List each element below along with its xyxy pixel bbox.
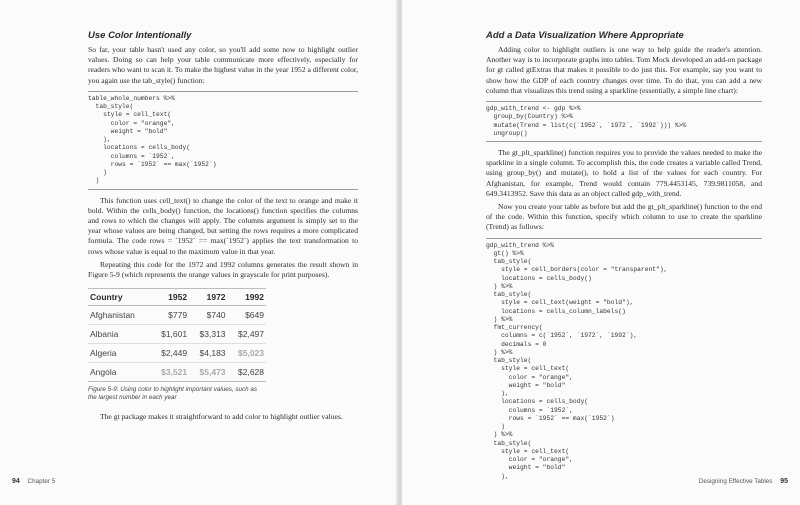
code-line: columns = `1952`, [486, 406, 573, 414]
code-line: group_by(Country) %>% [486, 113, 573, 121]
code-line: rows = `1952` == max(`1952`) [486, 414, 615, 422]
code-block [486, 238, 762, 484]
code-line: locations = cells_column_labels() [486, 307, 626, 315]
gdp-table [88, 288, 266, 382]
code-line: ) %>% [486, 282, 513, 290]
cell-value: $4,183 [189, 344, 227, 363]
paragraph: Adding color to highlight outliers is one way to help guide the reader's attention. Another way is to incorporate graphs into tables. Tom Mock developed an add-on package for gt called gtExtras that makes it possible to do just this. For example, say you want to show how the GDP of each country changes over time. To do that, you can add a new column that visualizes this trend using a sparkline (essentially, a simple line chart): [486, 45, 762, 95]
code-line: weight = "bold" [88, 127, 168, 135]
column-header: 1952 [151, 289, 189, 306]
code-line: style = cell_text(weight = "bold"), [486, 299, 634, 307]
code-line: style = cell_borders(color = "transparent"), [486, 266, 668, 274]
column-header: Country [88, 289, 151, 306]
cell-value: $779 [151, 306, 189, 325]
code-block [88, 91, 358, 190]
code-line: ungroup() [486, 129, 528, 137]
paragraph: Now you create your table as before but add the gt_plt_sparkline() function to the end of the code. Within this function, specify which column to use to create the sparkline (Trend) as follows: [486, 202, 762, 232]
code-line: tab_style( [486, 291, 532, 299]
code-line: ) [88, 177, 100, 185]
code-line: mutate(Trend = list(c(`1952`, `1972`, `1992`))) %>% [486, 121, 687, 129]
right-page [402, 0, 800, 505]
code-line: columns = `1952`, [88, 152, 175, 160]
code-line: tab_style( [486, 258, 532, 266]
section-heading-color: Use Color Intentionally [88, 30, 192, 41]
left-page-footer [12, 478, 55, 485]
code-line: ) %>% [486, 431, 513, 439]
code-line: columns = c(`1952`, `1972`, `1992`), [486, 332, 638, 340]
code-line: ) %>% [486, 348, 513, 356]
code-line: fmt_currency( [486, 324, 543, 332]
code-line: decimals = 0 [486, 340, 547, 348]
table-row [88, 344, 266, 363]
page-number: 94 [12, 478, 20, 485]
section-heading-visualization: Add a Data Visualization Where Appropriate [486, 30, 684, 41]
cell-value: $3,313 [189, 325, 227, 344]
code-line: ), [486, 390, 509, 398]
code-line: tab_style( [486, 357, 532, 365]
cell-value-highlighted: $3,521 [151, 363, 189, 382]
code-line: color = "orange", [88, 119, 175, 127]
cell-value-highlighted: $5,023 [228, 344, 266, 363]
table-row [88, 363, 266, 382]
paragraph: This function uses cell_text() to change the color of the text to orange and make it bold. Within the cells_body() function, the locations() function specifies the columns and rows to which the changes will apply. The columns argument is simply set to the year whose values are being changed, but setting the rows requires a more complicated formula. The code rows = `1952` == max(`1952`) applies the text transformation to rows whose value is equal to the maximum value in that year. [88, 195, 358, 256]
code-line: color = "orange", [486, 373, 573, 381]
cell-value: $2,449 [151, 344, 189, 363]
table-row [88, 306, 266, 325]
cell-value: $1,601 [151, 325, 189, 344]
right-page-content [486, 30, 762, 490]
paragraph: The gt_plt_sparkline() function requires you to provide the values needed to make the sparkline in a single column. To accomplish this, the code creates a variable called Trend, using group_by() and mutate(), to hold a list of the values for each country. For Afghanistan, for example, Trend would contain 779.4453145, 739.9811058, and 649.3413952. Save this data as an object called gdp_with_trend. [486, 148, 762, 198]
code-line: ), [486, 472, 509, 480]
cell-value-highlighted: $5,473 [189, 363, 227, 382]
column-header: 1992 [228, 289, 266, 306]
paragraph: The gt package makes it straightforward to add color to highlight outlier values. [100, 412, 343, 422]
cell-value: $2,497 [228, 325, 266, 344]
code-line: style = cell_text( [486, 447, 570, 455]
paragraph: Repeating this code for the 1972 and 1992 columns generates the result shown in Figure 5-9 (which represents the orange values in grayscale for print purposes). [88, 259, 358, 279]
left-page [0, 0, 398, 505]
code-line: ) [88, 169, 107, 177]
code-line: ), [88, 136, 111, 144]
figure-caption: Figure 5-9: Using color to highlight important values, such as the largest number in each year [88, 386, 258, 402]
cell-country: Albania [88, 325, 151, 344]
running-footer: Designing Effective Tables [698, 478, 773, 485]
cell-value: $649 [228, 306, 266, 325]
page-number: 95 [780, 478, 788, 485]
code-line: tab_style( [486, 439, 532, 447]
code-line: rows = `1952` == max(`1952`) [88, 160, 217, 168]
column-header: 1972 [189, 289, 227, 306]
code-block [486, 101, 762, 142]
code-line: gdp_with_trend %>% [486, 241, 555, 249]
cell-country: Angola [88, 363, 151, 382]
code-line: gdp_with_trend <- gdp %>% [486, 105, 581, 113]
code-line: color = "orange", [486, 456, 573, 464]
cell-value: $2,628 [228, 363, 266, 382]
code-line: table_whole_numbers %>% [88, 94, 175, 102]
code-line: ) %>% [486, 315, 513, 323]
code-line: style = cell_text( [486, 365, 570, 373]
code-line: locations = cells_body( [486, 398, 589, 406]
paragraph: So far, your table hasn't used any color, so you'll add some now to highlight outlier values. Doing so can help your table communicate more effectively, especially for readers who want to scan it. To make the highest value in the year 1952 a different color, you again use the tab_style() function: [88, 45, 358, 85]
code-line: style = cell_text( [88, 111, 172, 119]
cell-value: $740 [189, 306, 227, 325]
code-line: weight = "bold" [486, 381, 566, 389]
code-line: tab_style( [88, 103, 134, 111]
table-header-row [88, 289, 266, 306]
code-line: weight = "bold" [486, 464, 566, 472]
left-page-content [88, 30, 358, 425]
right-page-footer [699, 478, 788, 485]
code-line: gt() %>% [486, 249, 524, 257]
code-line: ) [486, 423, 505, 431]
table-row [88, 325, 266, 344]
running-footer: Chapter 5 [27, 478, 56, 485]
cell-country: Algeria [88, 344, 151, 363]
code-line: locations = cells_body() [486, 274, 592, 282]
code-line: locations = cells_body( [88, 144, 191, 152]
cell-country: Afghanistan [88, 306, 151, 325]
